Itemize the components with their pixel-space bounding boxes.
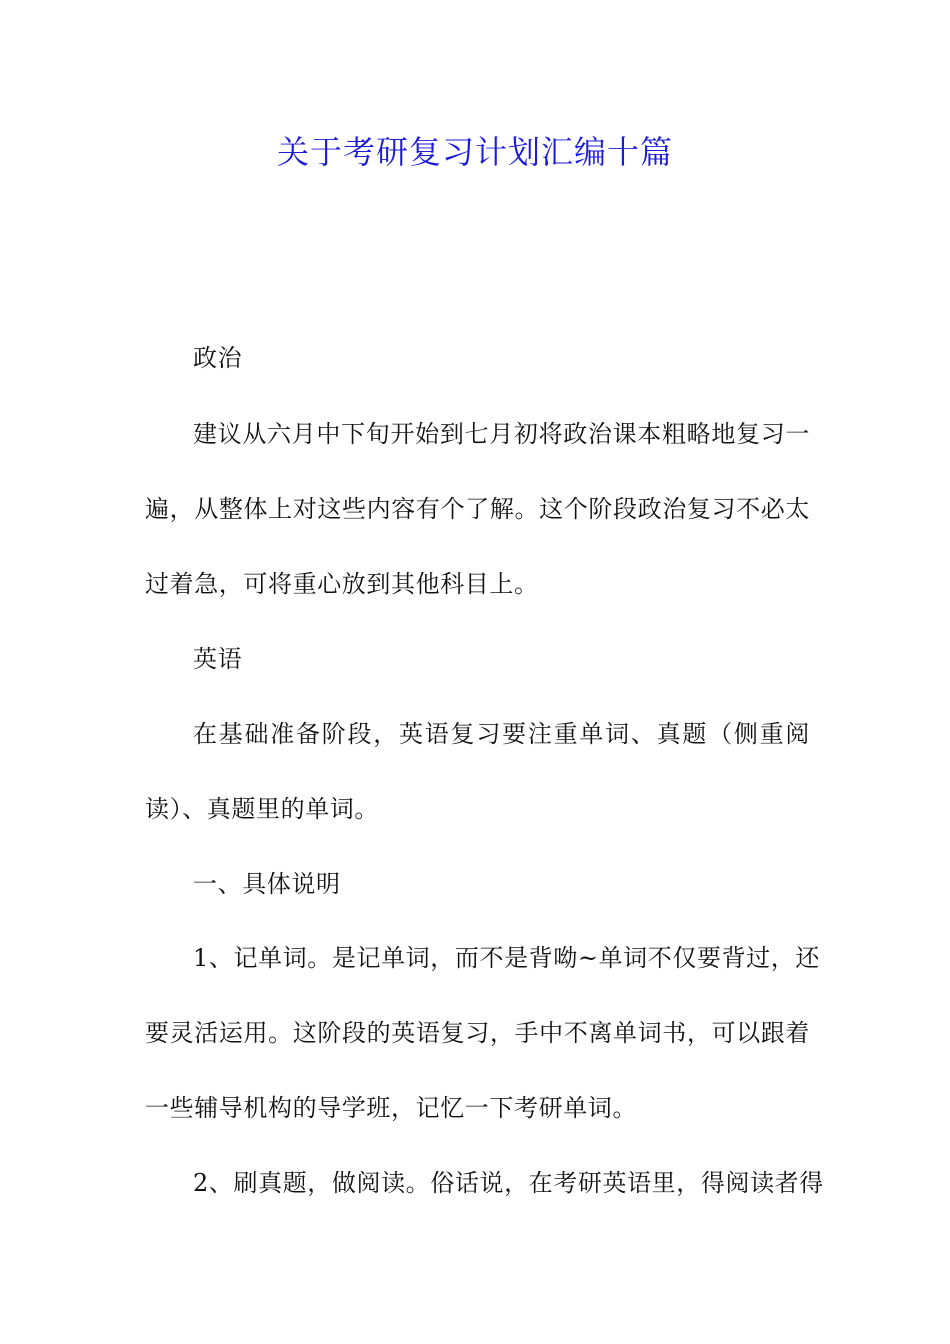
- paragraph-line: 要灵活运用。这阶段的英语复习，手中不离单词书，可以跟着: [145, 1019, 810, 1047]
- paragraph-line: 遍，从整体上对这些内容有个了解。这个阶段政治复习不必太: [145, 495, 810, 523]
- paragraph-line: 读）、真题里的单词。: [145, 795, 379, 823]
- section-heading: 一、具体说明: [193, 870, 341, 898]
- paragraph-line: 过着急，可将重心放到其他科目上。: [145, 570, 539, 598]
- paragraph-line: 2、刷真题，做阅读。俗话说，在考研英语里，得阅读者得: [193, 1169, 824, 1197]
- paragraph-line: 在基础准备阶段，英语复习要注重单词、真题（侧重阅: [193, 720, 810, 748]
- paragraph-line: 1、记单词。是记单词，而不是背呦~单词不仅要背过，还: [193, 944, 820, 972]
- paragraph-line: 一些辅导机构的导学班，记忆一下考研单词。: [145, 1094, 637, 1122]
- heading-english: 英语: [193, 645, 243, 673]
- paragraph-line: 建议从六月中下旬开始到七月初将政治课本粗略地复习一: [193, 420, 810, 448]
- document-title: 关于考研复习计划汇编十篇: [276, 133, 673, 171]
- heading-politics: 政治: [193, 344, 243, 372]
